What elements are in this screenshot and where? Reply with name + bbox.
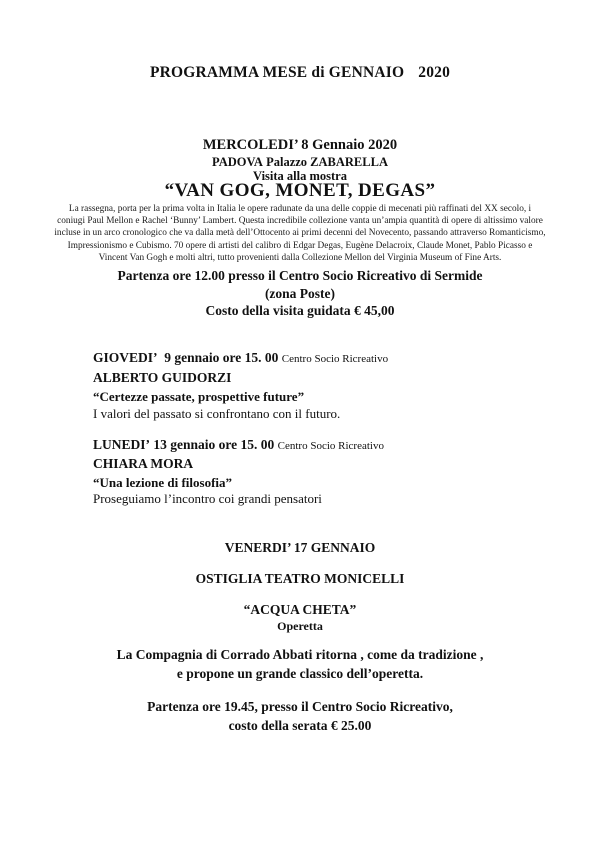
description-line: Impressionismo e Cubismo. 70 opere di artisti del calibro di Edgar Degas, Eugène Delacroix, Claude Monet, Pablo Picasso e (67, 240, 533, 251)
speaker-name: ALBERTO GUIDORZI (93, 370, 232, 385)
talk-description: Proseguiamo l’incontro coi grandi pensatori (93, 491, 322, 506)
event-visit-label: Visita alla mostra (253, 169, 347, 183)
event-time: 13 gennaio ore 15. 00 (153, 437, 275, 452)
event-place: Centro Socio Ricreativo (277, 440, 384, 452)
talk-title: “Certezze passate, prospettive future” (93, 389, 305, 404)
description-line: incluse in un arco cronologico che va dalla metà dell’Ottocento ai primi decenni del Novecento, passando attraverso Romanticismo, (54, 228, 546, 239)
departure-zone: (zona Poste) (264, 286, 336, 301)
talk-description: I valori del passato si confrontano con il futuro. (93, 406, 341, 421)
event-date: MERCOLEDI’ 8 Gennaio 2020 (202, 137, 398, 153)
exhibition-description (0, 203, 600, 264)
description-line: Vincent Van Gogh e molti altri, tutto provenienti dalla Collezione Mellon del Virginia Museum of Fine Arts. (98, 252, 502, 263)
description-line: coniugi Paul Mellon e Rachel ‘Bunny’ Lambert. Questa incredibile collezione vanta un’ampia quantità di opere di altissimo valore (57, 216, 543, 227)
departure-info: Partenza ore 12.00 presso il Centro Socio Ricreativo di Sermide (117, 268, 483, 283)
show-genre: Operetta (277, 619, 323, 633)
event-day: GIOVEDI’ (93, 350, 158, 365)
show-description-line: e propone un grande classico dell’operetta. (176, 666, 424, 681)
page-title (0, 64, 600, 82)
event-day: LUNEDI’ (93, 437, 151, 452)
title-year: 2020 (418, 64, 451, 81)
title-text: PROGRAMMA MESE di GENNAIO (149, 64, 405, 81)
event-header (93, 350, 388, 366)
show-title: “ACQUA CHETA” (243, 602, 357, 617)
visit-cost: Costo della visita guidata € 45,00 (205, 303, 395, 318)
description-line: La rassegna, porta per la prima volta in Italia le opere radunate da una delle coppie di mecenati più raffinati del XX secolo, i (68, 204, 532, 214)
exhibition-title: “VAN GOG, MONET, DEGAS” (164, 180, 436, 201)
event-venue: Palazzo ZABARELLA (266, 155, 388, 169)
event-header (93, 437, 384, 453)
departure-info: Partenza ore 19.45, presso il Centro Socio Ricreativo, (147, 699, 453, 714)
show-description-line: La Compagnia di Corrado Abbati ritorna , come da tradizione , (116, 647, 484, 662)
evening-cost: costo della serata € 25.00 (228, 718, 372, 733)
event-venue: OSTIGLIA TEATRO MONICELLI (195, 571, 405, 586)
speaker-name: CHIARA MORA (93, 456, 194, 471)
event-date: VENERDI’ 17 GENNAIO (224, 540, 376, 555)
event-place: Centro Socio Ricreativo (281, 353, 389, 365)
event-location (0, 155, 600, 170)
event-city: PADOVA (212, 155, 263, 169)
talk-title: “Una lezione di filosofia” (93, 475, 233, 490)
event-time: 9 gennaio ore 15. 00 (164, 350, 279, 365)
